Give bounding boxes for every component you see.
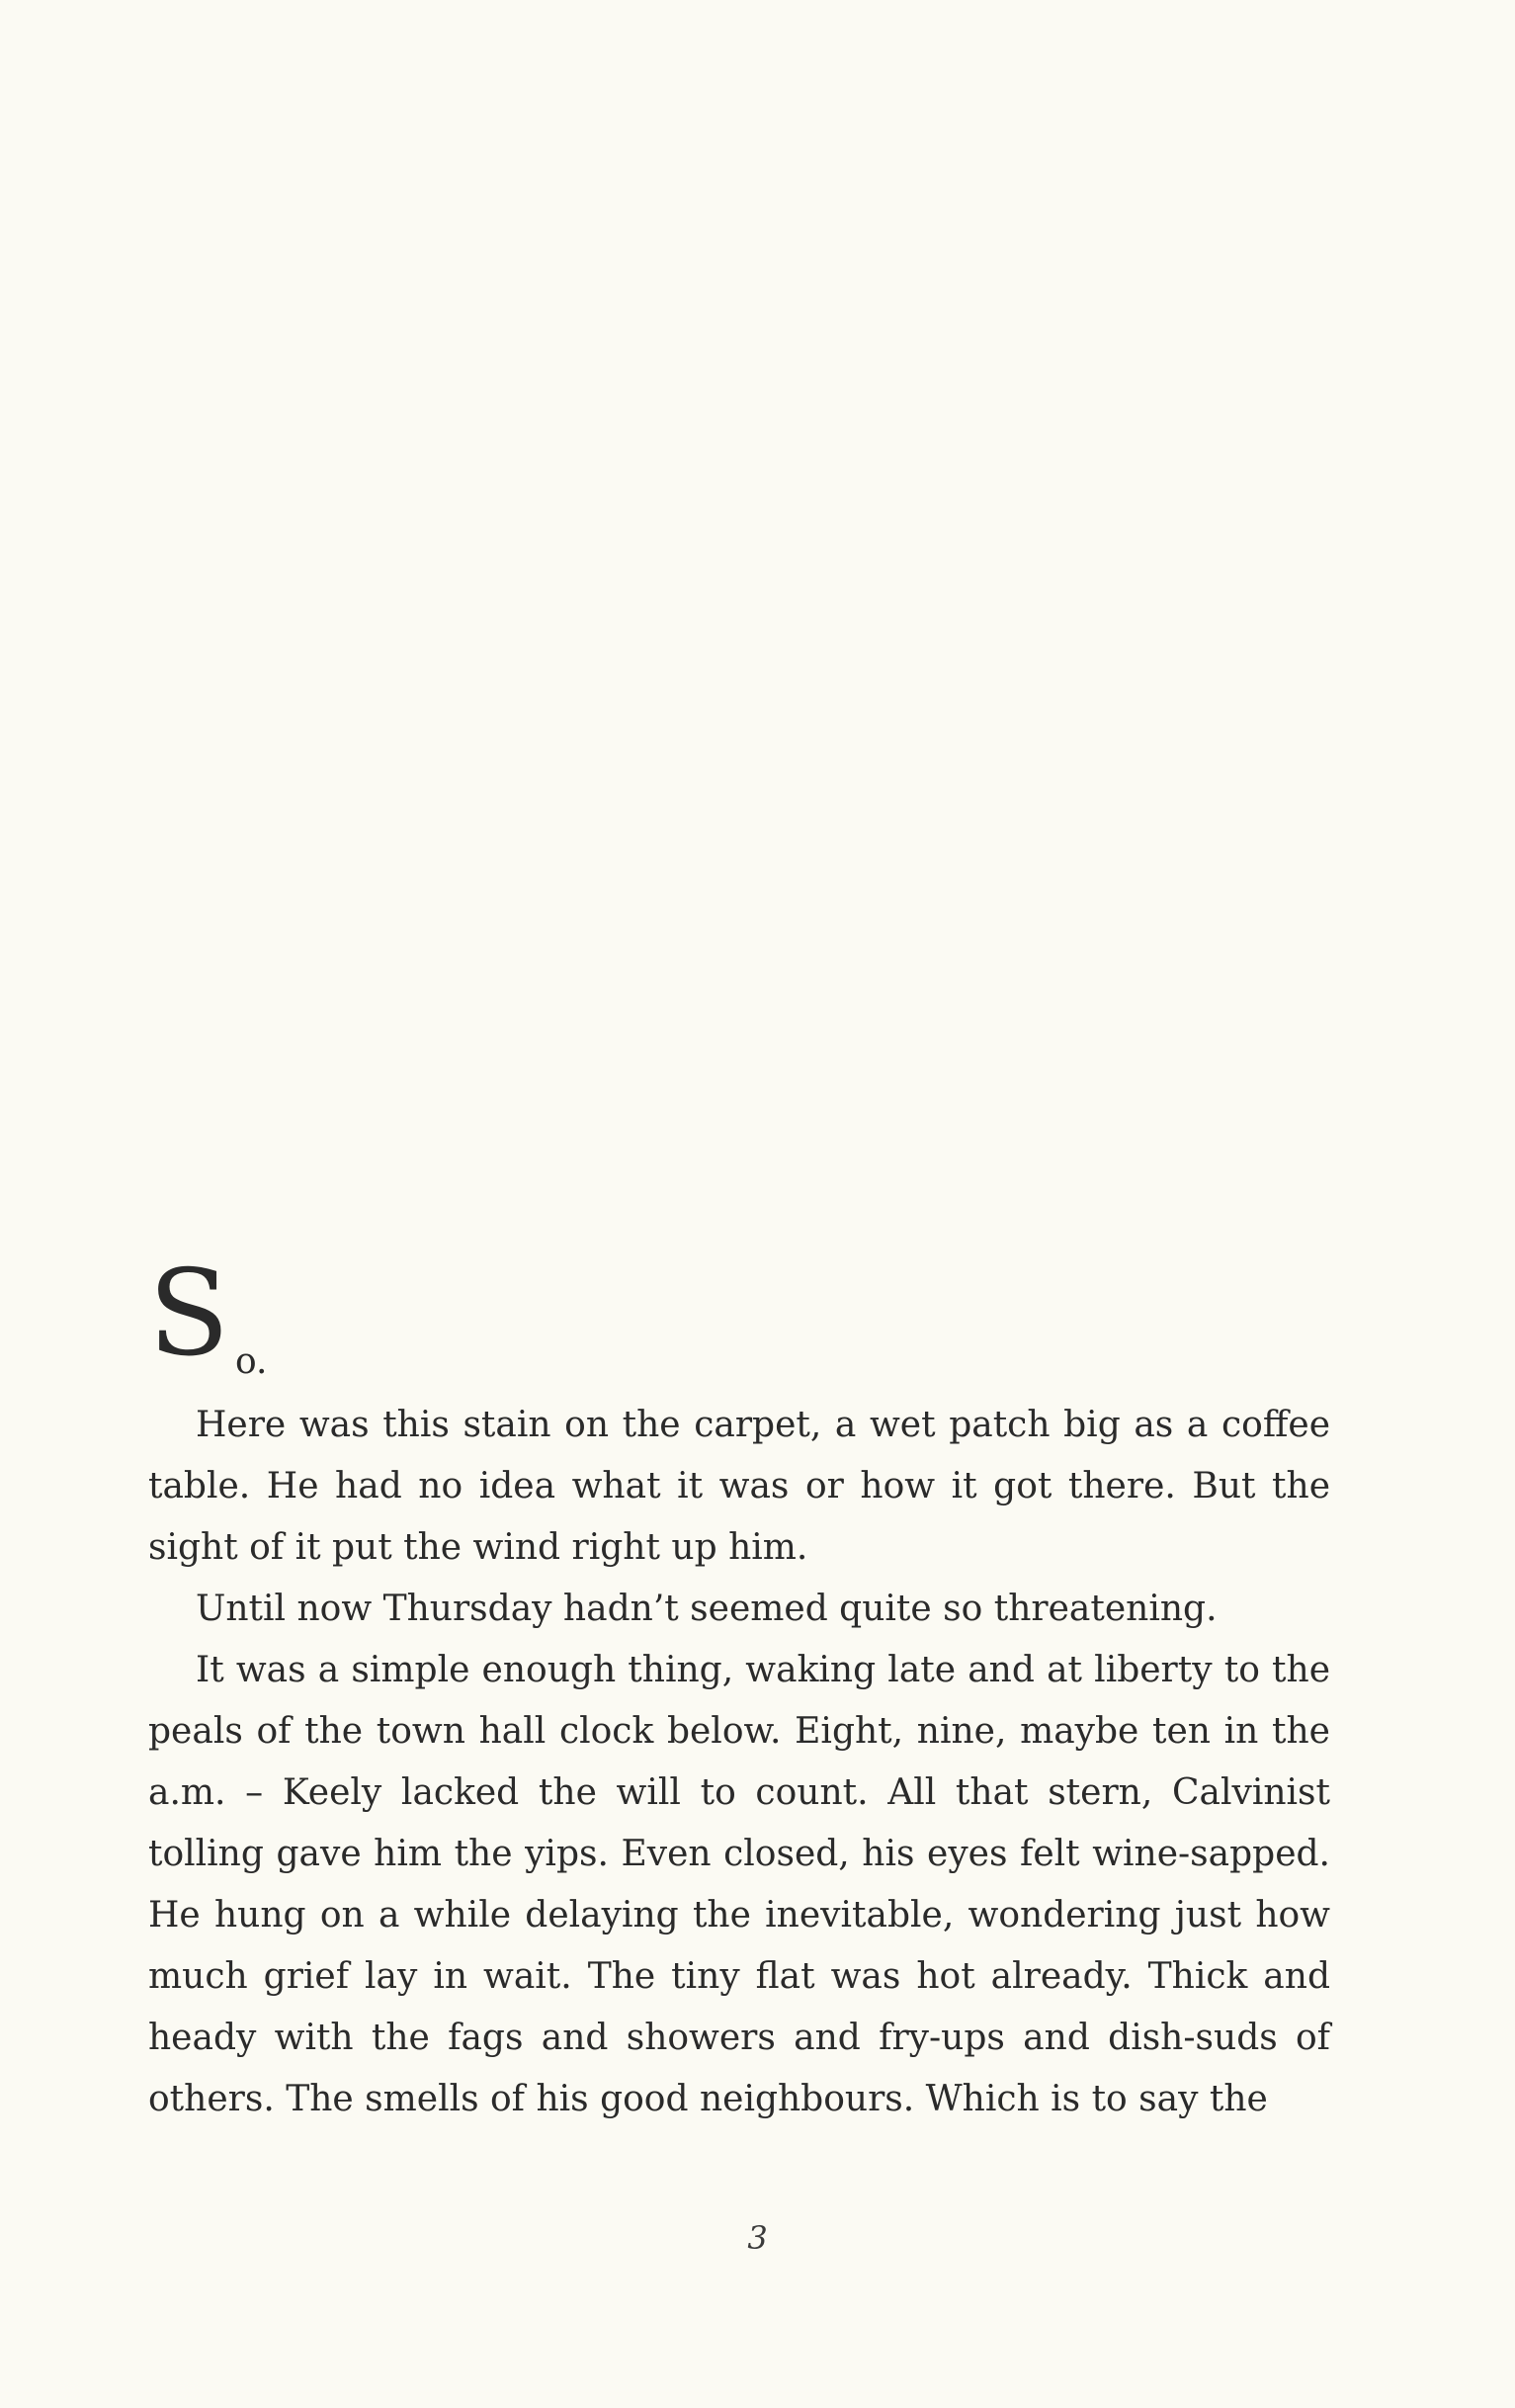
paragraph: Here was this stain on the carpet, a wet patch big as a coffee table. He had no idea what it was or how it got there. But the sight of it put the wind right up him.	[148, 1405, 1330, 1568]
paragraph: Until now Thursday hadn’t seemed quite so threatening.	[196, 1589, 1218, 1629]
drop-cap-remainder: o.	[235, 1341, 268, 1382]
chapter-text	[148, 1246, 1330, 2130]
chapter-opening	[148, 1246, 1330, 1389]
page-number: 3	[747, 2219, 768, 2257]
paragraph: It was a simple enough thing, waking late and at liberty to the peals of the town hall clock below. Eight, nine, maybe ten in the a.m. – Keely lacked the will to count. All that stern, Calvinist tolling gave him the yips. Even closed, his eyes felt wine-sapped. He hung on a while delaying the inevitable, wondering just how much grief lay in wait. The tiny flat was hot already. Thick and heady with the fags and showers and fry-ups and dish-suds of others. The smells of his good neighbours. Which is to say the	[148, 1650, 1330, 2119]
drop-cap: S	[148, 1246, 230, 1383]
